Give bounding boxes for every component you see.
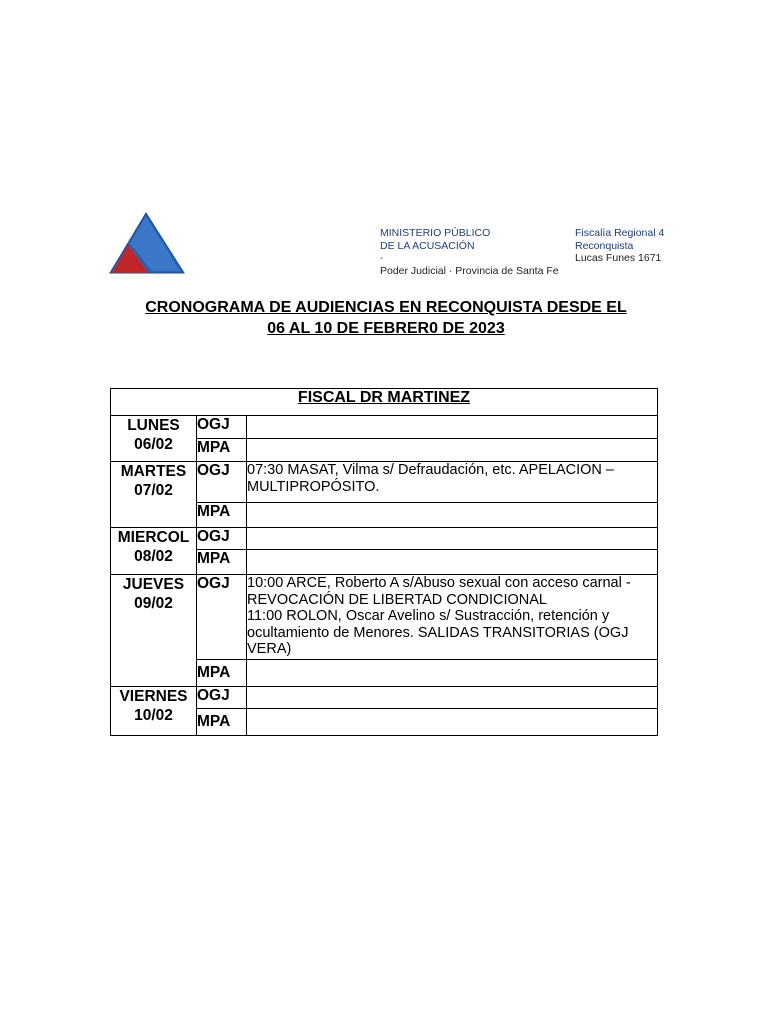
day-name: JUEVES	[122, 576, 185, 593]
day-cell-miercoles	[111, 528, 197, 575]
table-row	[111, 687, 658, 709]
day-date: 10/02	[134, 707, 173, 724]
hearing-entry: 10:00 ARCE, Roberto A s/Abuso sexual con acceso carnal - REVOCACIÓN DE LIBERTAD CONDICIONAL	[247, 575, 631, 608]
type-ogj: OGJ	[197, 575, 247, 660]
fiscalia-name: Fiscalía Regional 4	[575, 227, 665, 239]
schedule-table	[110, 388, 658, 736]
detail-cell	[247, 439, 658, 462]
day-cell-viernes	[111, 687, 197, 736]
day-cell-jueves	[111, 575, 197, 687]
detail-cell	[247, 528, 658, 550]
table-row	[111, 575, 658, 660]
table-header-row	[111, 389, 658, 416]
type-ogj: OGJ	[197, 528, 247, 550]
day-cell-lunes	[111, 416, 197, 462]
detail-cell	[247, 709, 658, 736]
fiscalia-city: Reconquista	[575, 239, 634, 252]
table-row	[111, 416, 658, 439]
day-name: VIERNES	[119, 688, 188, 705]
fiscalia-address: Lucas Funes 1671	[575, 252, 662, 264]
table-row	[111, 528, 658, 550]
type-mpa: MPA	[197, 550, 247, 575]
type-ogj: OGJ	[197, 416, 247, 439]
detail-cell	[247, 550, 658, 575]
day-date: 09/02	[134, 595, 173, 612]
type-ogj: OGJ	[197, 462, 247, 503]
detail-cell	[247, 575, 658, 660]
fiscalia-block	[575, 227, 664, 265]
detail-cell: 07:30 MASAT, Vilma s/ Defraudación, etc. APELACION – MULTIPROPÓSITO.	[247, 462, 658, 503]
type-mpa: MPA	[197, 709, 247, 736]
day-name: LUNES	[127, 417, 180, 434]
type-mpa: MPA	[197, 503, 247, 528]
page-title	[100, 297, 672, 339]
hearing-entry: 11:00 ROLON, Oscar Avelino s/ Sustracción, retención y ocultamiento de Menores. SALIDAS TRANSITORIAS (OGJ VERA)	[247, 608, 629, 657]
day-name: MIERCOL	[117, 529, 190, 546]
detail-cell	[247, 687, 658, 709]
day-name: MARTES	[120, 463, 187, 480]
ministry-dash: -	[380, 252, 384, 264]
ministerio-logo	[108, 211, 186, 275]
day-cell-martes	[111, 462, 197, 528]
day-date: 06/02	[134, 436, 173, 453]
type-ogj: OGJ	[197, 687, 247, 709]
ministry-name-line1: MINISTERIO PÚBLICO	[380, 227, 491, 239]
detail-cell	[247, 660, 658, 687]
ministry-block	[380, 227, 559, 277]
day-date: 07/02	[134, 482, 173, 499]
day-date: 08/02	[134, 548, 173, 565]
table-row	[111, 462, 658, 503]
title-line1: CRONOGRAMA DE AUDIENCIAS EN RECONQUISTA DESDE EL	[145, 299, 627, 316]
type-mpa: MPA	[197, 439, 247, 462]
ministry-name-line2: DE LA ACUSACIÓN	[380, 239, 475, 252]
detail-cell	[247, 416, 658, 439]
title-line2: 06 AL 10 DE FEBRER0 DE 2023	[267, 320, 505, 337]
type-mpa: MPA	[197, 660, 247, 687]
detail-cell	[247, 503, 658, 528]
ministry-poder-judicial: Poder Judicial · Provincia de Santa Fe	[380, 264, 559, 277]
fiscal-heading: FISCAL DR MARTINEZ	[111, 389, 658, 416]
